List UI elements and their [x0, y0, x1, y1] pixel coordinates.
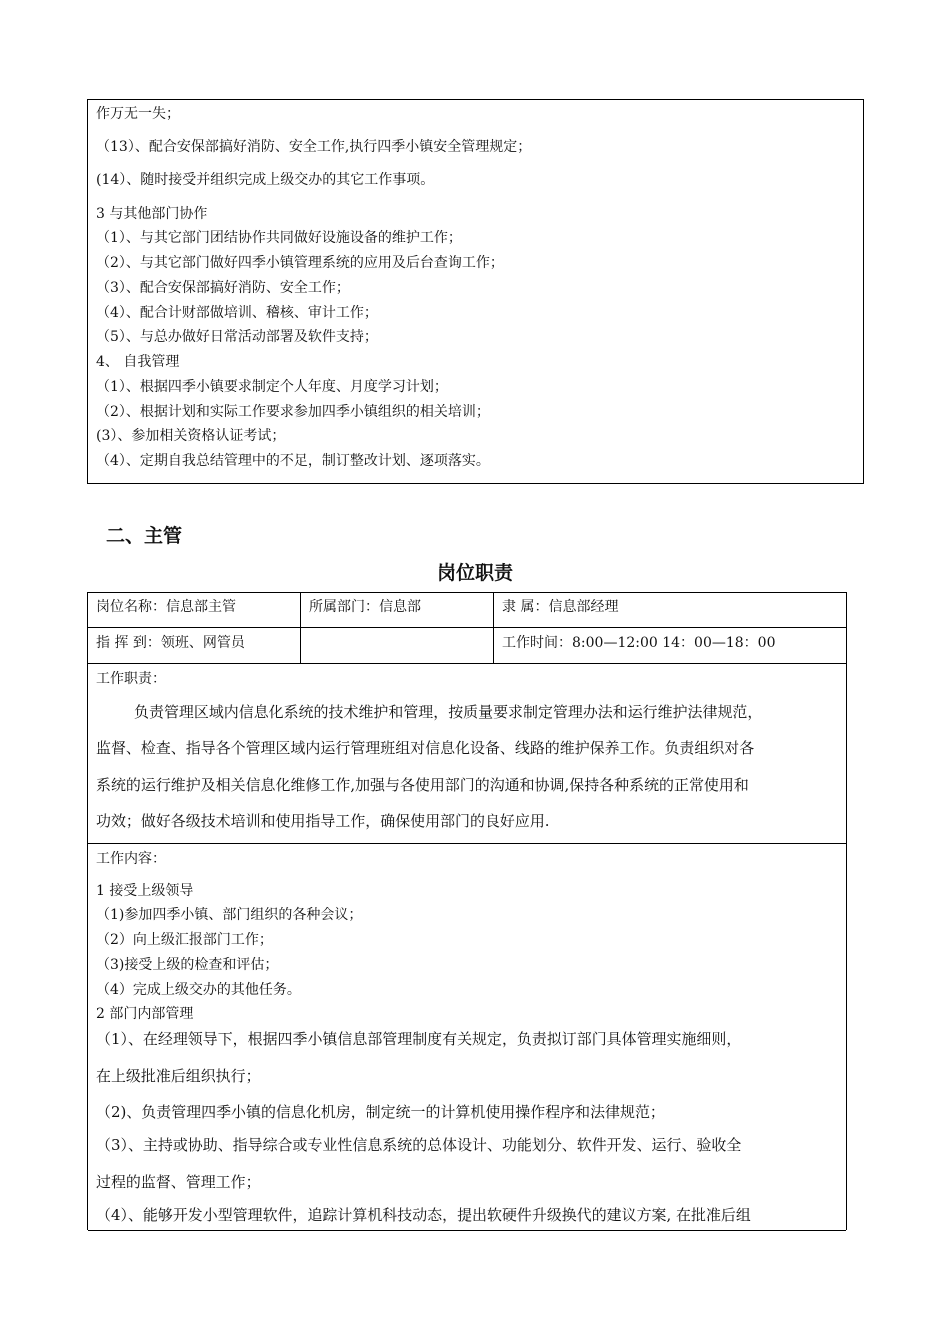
directs-cell: 指 挥 到：领班、网管员 [96, 635, 245, 651]
content-line-6: 2 部门内部管理 [96, 1006, 194, 1022]
row-divider [88, 627, 846, 628]
table-bottom-border [88, 1230, 846, 1231]
top-line-2: （13）、配合安保部搞好消防、安全工作,执行四季小镇安全管理规定； [96, 139, 532, 155]
content-line-2: （1)参加四季小镇、部门组织的各种会议； [96, 907, 363, 923]
content-line-4: （3)接受上级的检查和评估； [96, 957, 279, 973]
content-line-8: 在上级批准后组织执行； [96, 1067, 261, 1085]
row-divider [88, 843, 846, 844]
content-line-7: （1）、在经理领导下，根据四季小镇信息部管理制度有关规定，负责拟订部门具体管理实施细则， [96, 1030, 742, 1048]
position-name-cell: 岗位名称：信息部主管 [96, 599, 236, 615]
content-label: 工作内容： [96, 851, 166, 867]
top-line-5: （1）、与其它部门团结协作共同做好设施设备的维护工作； [96, 230, 462, 246]
reports-to-cell: 隶 属：信息部经理 [502, 599, 619, 615]
duties-line-4: 功效；做好各级技术培训和使用指导工作，确保使用部门的良好应用. [96, 812, 550, 830]
content-line-9: （2)、负责管理四季小镇的信息化机房，制定统一的计算机使用操作程序和法律规范； [96, 1103, 665, 1121]
col-divider [300, 593, 301, 663]
duties-label: 工作职责： [96, 671, 166, 687]
top-line-12: （2）、根据计划和实际工作要求参加四季小镇组织的相关培训； [96, 404, 490, 420]
top-line-10: 4、 自我管理 [96, 354, 180, 370]
section-title: 二、主管 [106, 525, 183, 547]
content-line-1: 1 接受上级领导 [96, 883, 194, 899]
content-line-3: （2）向上级汇报部门工作； [96, 932, 273, 948]
duties-line-2: 监督、检查、指导各个管理区域内运行管理班组对信息化设备、线路的维护保养工作。负责组织对各 [96, 739, 755, 757]
top-line-9: （5）、与总办做好日常活动部署及软件支持； [96, 329, 378, 345]
content-line-12: （4）、能够开发小型管理软件，追踪计算机科技动态，提出软硬件升级换代的建议方案, 在批准后组 [96, 1206, 751, 1224]
top-line-3: (14）、随时接受并组织完成上级交办的其它工作事项。 [96, 172, 435, 188]
col-divider [493, 593, 494, 663]
duties-line-1: 负责管理区域内信息化系统的技术维护和管理，按质量要求制定管理办法和运行维护法律规范， [96, 703, 763, 721]
content-line-10: （3）、主持或协助、指导综合或专业性信息系统的总体设计、功能划分、软件开发、运行、验收全 [96, 1136, 742, 1154]
top-line-4: 3 与其他部门协作 [96, 206, 208, 222]
top-line-6: （2）、与其它部门做好四季小镇管理系统的应用及后台查询工作； [96, 255, 504, 271]
content-line-5: （4）完成上级交办的其他任务。 [96, 982, 301, 998]
top-line-7: （3）、配合安保部搞好消防、安全工作； [96, 280, 350, 296]
top-line-13: (3）、参加相关资格认证考试； [96, 428, 286, 444]
top-line-11: （1）、根据四季小镇要求制定个人年度、月度学习计划； [96, 379, 448, 395]
top-line-8: （4）、配合计财部做培训、稽核、审计工作； [96, 305, 378, 321]
content-line-11: 过程的监督、管理工作； [96, 1173, 261, 1191]
work-hours-cell: 工作时间：8:00—12:00 14：00—18：00 [502, 635, 776, 651]
duties-line-3: 系统的运行维护及相关信息化维修工作,加强与各使用部门的沟通和协调,保持各种系统的正常使用和 [96, 776, 749, 794]
row-divider [88, 663, 846, 664]
top-line-14: （4）、定期自我总结管理中的不足，制订整改计划、逐项落实。 [96, 453, 490, 469]
department-cell: 所属部门：信息部 [309, 599, 421, 615]
job-table [87, 592, 847, 1230]
top-duties-box [87, 99, 864, 484]
top-line-1: 作万无一失； [96, 106, 180, 122]
table-title: 岗位职责 [436, 562, 513, 584]
